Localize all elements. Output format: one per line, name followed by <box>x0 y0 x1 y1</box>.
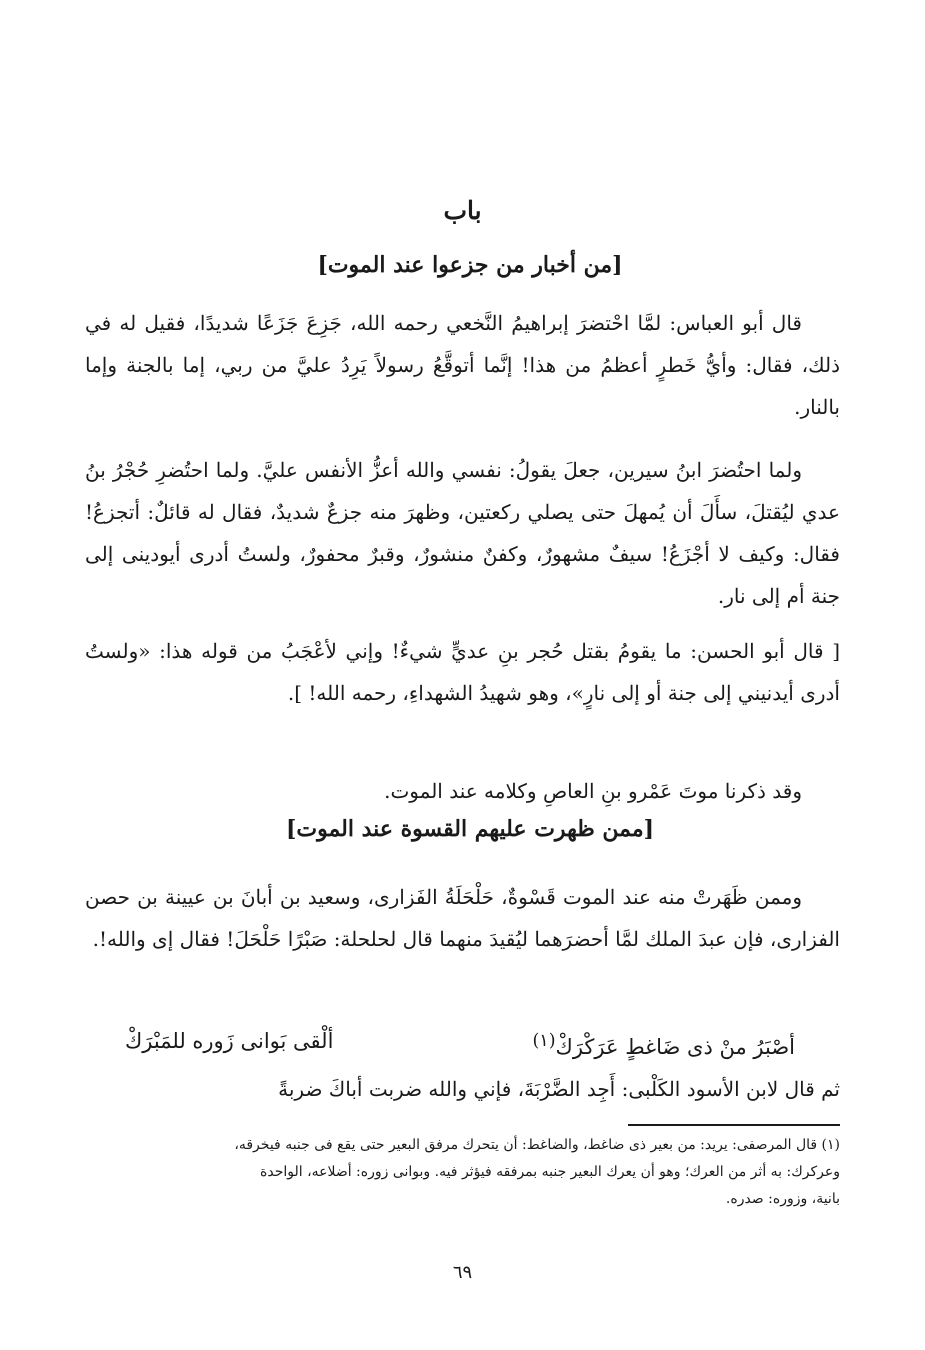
verse-second-hemistich: ألْقى بَوانى زَوره للمَبْرَكْ <box>125 1029 334 1053</box>
poem-verse <box>125 1020 795 1068</box>
paragraph-ibn-sirin-hujr <box>85 449 840 617</box>
paragraph-text: وممن ظَهَرتْ منه عند الموت قَسْوةٌ، حَلْحَلَةُ الفَزارى، وسعيد بن أبانَ بن عيينة بن حصن الفزارى، فإن عبدَ الملك لمَّا أحضرَهما ليُقيدَ منهما قال لحلحلة: صَبْرًا حَلْحَلَ! فقال إى والله!. <box>85 885 840 951</box>
footnote <box>85 1132 840 1213</box>
footnote-divider <box>628 1124 840 1126</box>
paragraph-halhala <box>85 876 840 960</box>
section-heading-grief-at-death: [من أخبار من جزعوا عند الموت] <box>317 252 623 278</box>
footnote-marker: (١) <box>532 1031 556 1051</box>
footnote-line: (١) قال المرصفى: يريد: من بعير ذى ضاغط، والضاغط: أن يتحرك مرفق البعير حتى يقع فى جنبه فيخرقه، <box>234 1137 840 1153</box>
verse-first-hemistich: أصْبَرُ منْ ذى ضَاغطٍ عَرَكْرَكْ$^{(١)}$ <box>532 1031 795 1059</box>
footnote-line: وعركرك: به أثر من العرك؛ وهو أن يعرك البعير جنبه بمرفقه فيؤثر فيه. وبوانى زوره: أضلاعه، الواحدة <box>260 1164 840 1180</box>
page-number: ٦٩ <box>452 1262 473 1283</box>
chapter-title: باب <box>443 196 482 225</box>
paragraph-text: قال أبو العباس: لمَّا احْتضرَ إبراهيمُ النَّخعي رحمه الله، جَزِعَ جَزَعًا شديدًا، فقيل له في ذلك، فقال: وأيُّ خَطرٍ أعظمُ من هذا! إنَّما أتوقَّعُ رسولاً يَرِدُ عليَّ من ربي، إما بالجنة وإما بالنار. <box>85 311 840 419</box>
paragraph-text: ثم قال لابن الأسود الكَلْبى: أَجِد الضَّرْبَةَ، فإني والله ضربت أباكَ ضربةً <box>278 1077 840 1101</box>
paragraph-text: [ قال أبو الحسن: ما يقومُ بقتل حُجر بنِ عديٍّ شيءٌ! وإني لأعْجَبُ من قوله هذا: «ولستُ أدرى أيدنيني إلى جنة أو إلى نارٍ»، وهو شهيدُ الشهداءِ، رحمه الله! ]. <box>85 639 840 705</box>
paragraph-text: ولما احتُضرَ ابنُ سيرين، جعلَ يقولُ: نفسي والله أعزُّ الأنفس عليَّ. ولما احتُضرِ حُجْرُ بنُ عدي ليُقتلَ، سأَلَ أن يُمهلَ حتى يصلي ركعتين، وظهرَ منه جزعٌ شديدٌ، فقال له قائلٌ: أتجزعُ! فقال: وكيف لا أجْزَعُ! سيفٌ مشهورٌ، وكفنٌ منشورٌ، وقبرٌ محفورٌ، ولستُ أدرى أيودينى إلى جنة أم إلى نار. <box>85 458 840 608</box>
paragraph-abu-al-hasan <box>85 630 840 714</box>
paragraph-text: وقد ذكرنا موتَ عَمْرو بنِ العاصِ وكلامه عند الموت. <box>384 779 802 803</box>
footnote-line: بانية، وزوره: صدره. <box>725 1191 840 1207</box>
paragraph-closing <box>85 1068 840 1110</box>
section-heading-hardness-at-death: [ممن ظهرت عليهم القسوة عند الموت] <box>285 816 655 842</box>
paragraph-amr-ibn-al-as <box>85 770 840 812</box>
paragraph-nakhai <box>85 302 840 428</box>
